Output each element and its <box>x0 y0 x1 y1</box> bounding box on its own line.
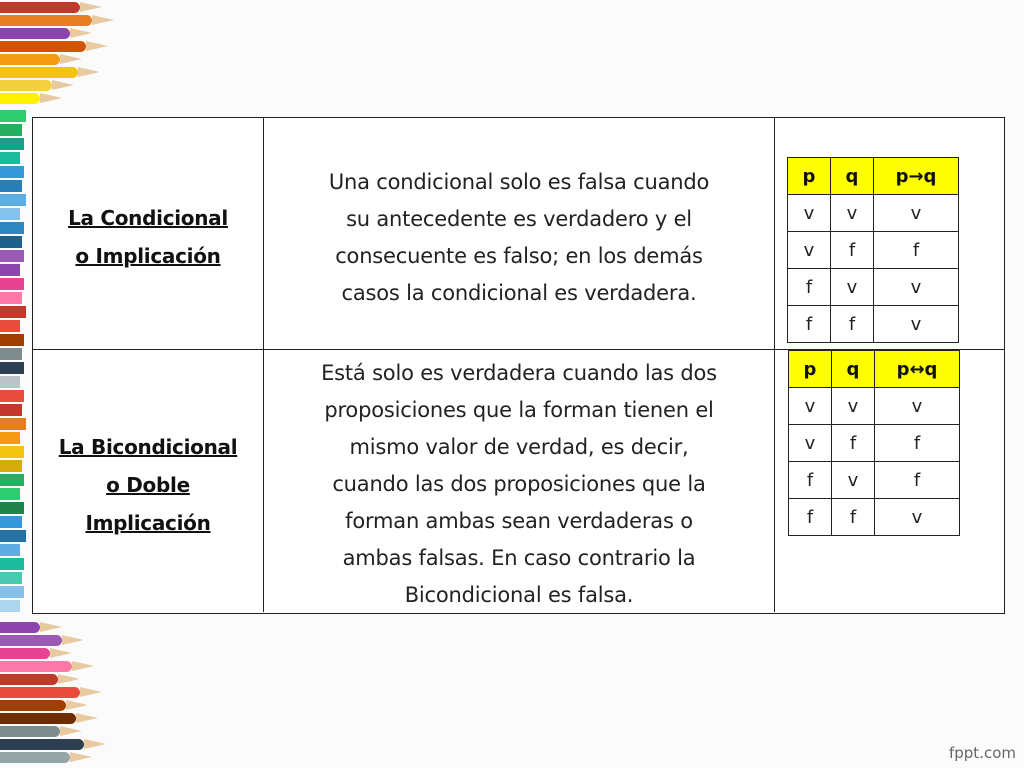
truth-value: v <box>788 232 831 269</box>
truth-value: f <box>874 232 959 269</box>
truth-value: v <box>789 388 832 425</box>
truth-table-cell <box>775 118 1004 349</box>
header-q: q <box>832 351 875 388</box>
description-line: Bicondicional es falsa. <box>404 583 634 607</box>
truth-value: f <box>789 462 832 499</box>
description-cell <box>264 118 775 349</box>
description-line: cuando las dos proposiciones que la <box>332 472 706 496</box>
description-line: mismo valor de verdad, es decir, <box>349 435 689 459</box>
truth-value: f <box>788 306 831 343</box>
truth-value: f <box>831 306 874 343</box>
truth-value: v <box>789 425 832 462</box>
truth-value: v <box>832 388 875 425</box>
footer-logo[interactable]: fppt.com <box>948 744 1016 762</box>
truth-table-conditional <box>787 157 959 343</box>
description-line: forman ambas sean verdaderas o <box>345 509 693 533</box>
truth-table-row <box>788 306 959 343</box>
truth-value: v <box>874 306 959 343</box>
header-result: p→q <box>874 158 959 195</box>
truth-value: v <box>874 195 959 232</box>
truth-table-row <box>789 499 960 536</box>
truth-value: f <box>831 232 874 269</box>
truth-value: f <box>832 499 875 536</box>
term-line: La Bicondicional <box>58 435 238 459</box>
logic-connectives-table <box>32 117 1005 614</box>
truth-table-biconditional <box>788 350 960 536</box>
header-result: p↔q <box>875 351 960 388</box>
truth-table-cell <box>775 350 1004 612</box>
truth-table-row <box>789 388 960 425</box>
header-q: q <box>831 158 874 195</box>
truth-value: v <box>874 269 959 306</box>
truth-value: f <box>789 499 832 536</box>
truth-table-row <box>788 269 959 306</box>
description-line: Una condicional solo es falsa cuando <box>328 170 710 194</box>
description-line: ambas falsas. En caso contrario la <box>342 546 696 570</box>
term-line: Implicación <box>85 511 211 535</box>
term-cell <box>33 118 264 349</box>
truth-value: v <box>788 195 831 232</box>
table-row <box>33 118 1004 350</box>
header-p: p <box>788 158 831 195</box>
description-line: consecuente es falso; en los demás <box>335 244 703 268</box>
table-row <box>33 350 1004 612</box>
truth-value: v <box>832 462 875 499</box>
truth-value: v <box>831 269 874 306</box>
description-line: casos la condicional es verdadera. <box>341 281 697 305</box>
header-p: p <box>789 351 832 388</box>
truth-table-header-row <box>788 158 959 195</box>
truth-value: f <box>875 425 960 462</box>
truth-value: v <box>831 195 874 232</box>
description-line: su antecedente es verdadero y el <box>346 207 692 231</box>
truth-table-row <box>789 425 960 462</box>
description-cell <box>264 350 775 612</box>
truth-value: v <box>875 499 960 536</box>
truth-table-row <box>788 195 959 232</box>
description-line: proposiciones que la forman tienen el <box>324 398 714 422</box>
term-line: o Doble <box>106 473 190 497</box>
description-line: Está solo es verdadera cuando las dos <box>321 361 717 385</box>
truth-table-row <box>788 232 959 269</box>
truth-table-header-row <box>789 351 960 388</box>
truth-value: f <box>875 462 960 499</box>
truth-value: f <box>832 425 875 462</box>
term-cell <box>33 350 264 612</box>
term-line: o Implicación <box>75 244 221 268</box>
term-line: La Condicional <box>68 206 228 230</box>
truth-value: f <box>788 269 831 306</box>
truth-table-row <box>789 462 960 499</box>
truth-value: v <box>875 388 960 425</box>
